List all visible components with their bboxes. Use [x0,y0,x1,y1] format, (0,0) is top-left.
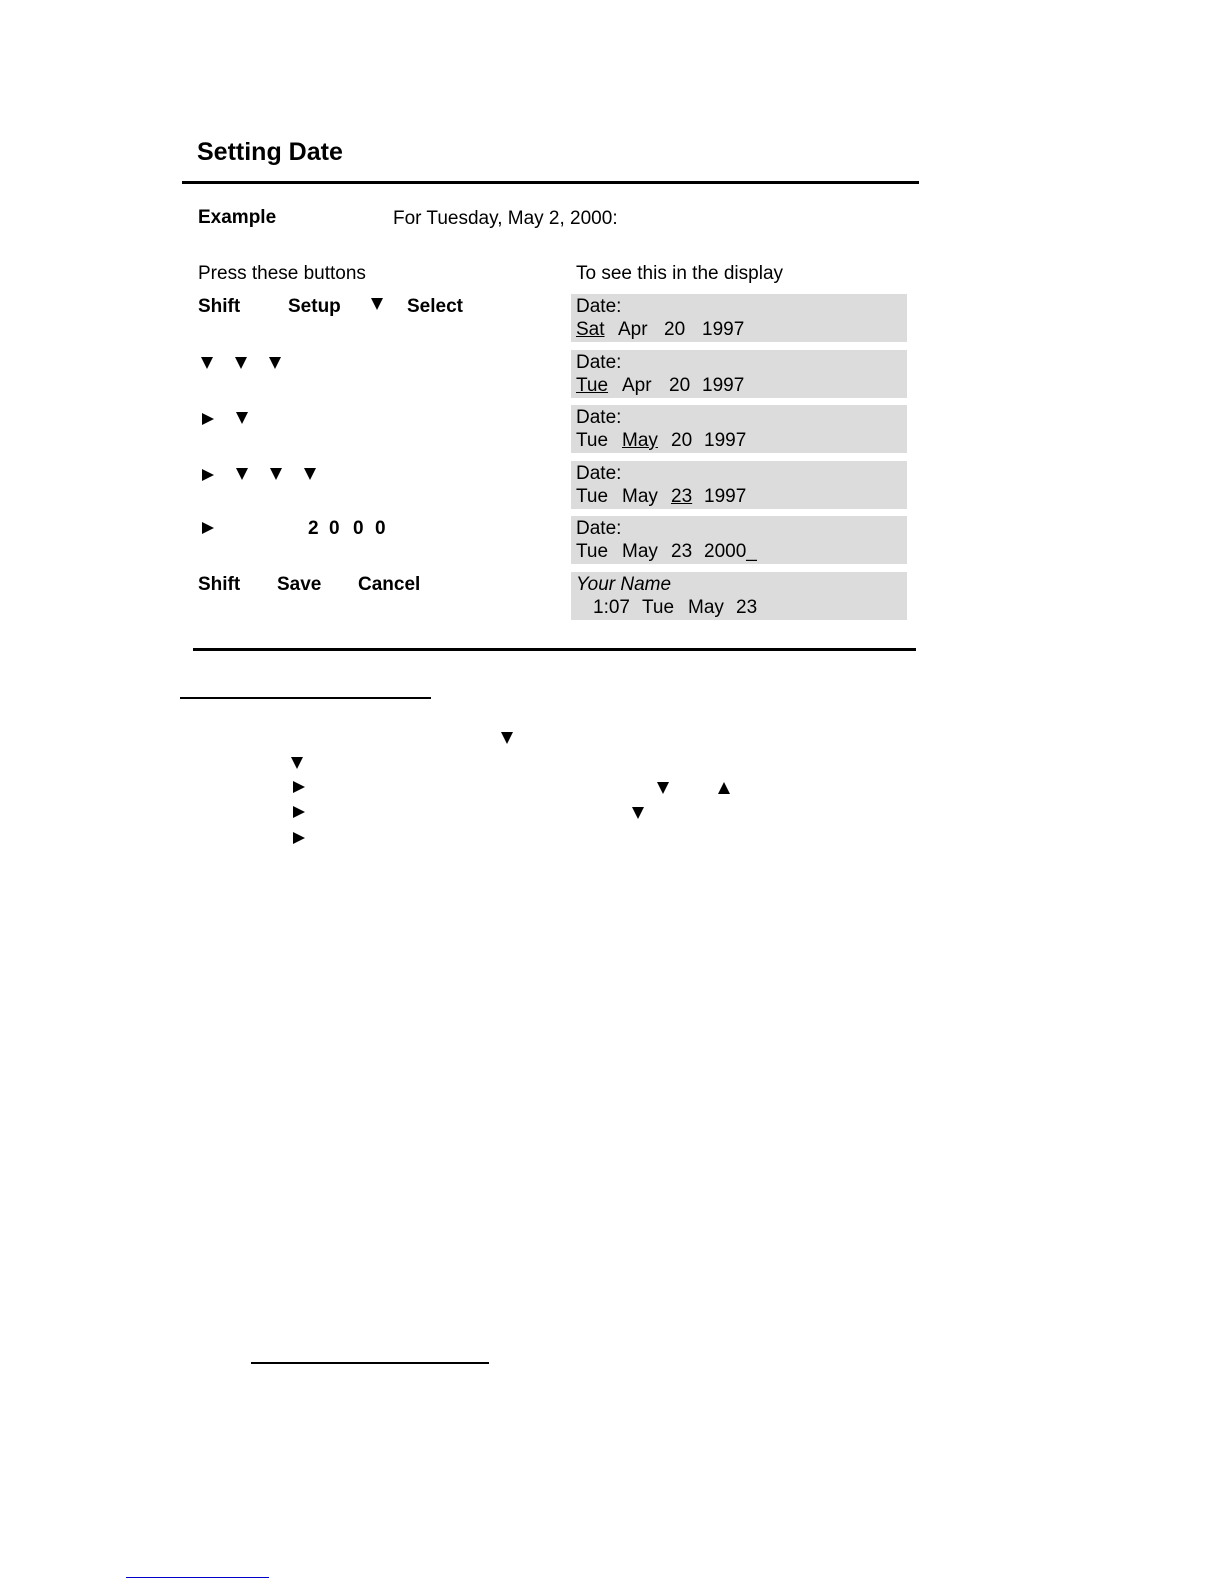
down-arrow-icon [657,782,669,794]
display-month: Apr [622,375,652,396]
display-month: May [622,486,658,507]
right-arrow-icon [293,781,305,793]
display-day: Tue [576,430,609,451]
display-day: Tue [576,375,609,396]
display-day: Tue [642,597,675,618]
display-column-header: To see this in the display [576,263,784,284]
digit-key-label: 0 [329,518,340,539]
display-year: 1997 [704,430,747,451]
display-panel-step-3 [571,405,907,453]
right-arrow-icon [202,413,214,425]
display-date-number: 23 [736,597,758,618]
example-label: Example [198,207,277,228]
display-time: 1:07 [593,597,630,618]
down-arrow-icon [236,412,248,424]
display-date-number: 20 [664,319,686,340]
display-day: Tue [576,541,609,562]
display-day: Sat [576,319,605,340]
setup-key-label: Setup [288,296,341,317]
display-date-label: Date: [576,518,622,539]
digit-key-label: 2 [308,518,319,539]
down-arrow-icon [236,468,248,480]
display-year: 2000_ [704,541,757,562]
cancel-key-label: Cancel [358,574,421,595]
up-arrow-icon [718,782,730,794]
right-arrow-icon [293,806,305,818]
right-arrow-icon [202,522,214,534]
display-date-number: 20 [669,375,691,396]
right-arrow-icon [202,469,214,481]
display-date-label: Date: [576,463,622,484]
display-panel-step-6 [571,572,907,620]
digit-key-label: 0 [375,518,386,539]
down-arrow-icon [201,357,213,369]
display-date-label: Date: [576,296,622,317]
example-text: For Tuesday, May 2, 2000: [393,208,618,229]
display-panel-step-2 [571,350,907,398]
display-date-label: Date: [576,407,622,428]
down-arrow-icon [632,807,644,819]
down-arrow-icon [269,357,281,369]
down-arrow-icon [371,298,383,310]
down-arrow-icon [270,468,282,480]
down-arrow-icon [501,732,513,744]
display-day: Tue [576,486,609,507]
display-name: Your Name [576,574,672,595]
down-arrow-icon [304,468,316,480]
display-panel-step-4 [571,461,907,509]
section-heading-rule [180,697,431,699]
save-key-label: Save [277,574,322,595]
display-year: 1997 [704,486,747,507]
display-month: May [622,541,658,562]
display-date-number: 23 [671,486,693,507]
display-year: 1997 [702,319,745,340]
select-key-label: Select [407,296,463,317]
display-panel-step-1 [571,294,907,342]
press-column-header: Press these buttons [198,263,366,284]
right-arrow-icon [293,832,305,844]
down-arrow-icon [291,757,303,769]
display-month: May [622,430,658,451]
footer-rule [126,1577,269,1578]
down-arrow-icon [235,357,247,369]
lower-rule [251,1362,489,1364]
shift-key-label: Shift [198,296,241,317]
display-month: Apr [618,319,648,340]
header-rule [182,181,919,184]
display-date-label: Date: [576,352,622,373]
display-date-number: 23 [671,541,693,562]
display-month: May [688,597,724,618]
display-panel-step-5 [571,516,907,564]
display-date-number: 20 [671,430,693,451]
page-title: Setting Date [197,138,343,166]
display-year: 1997 [702,375,745,396]
table-bottom-rule [193,648,916,651]
digit-key-label: 0 [353,518,364,539]
shift-key-label: Shift [198,574,241,595]
